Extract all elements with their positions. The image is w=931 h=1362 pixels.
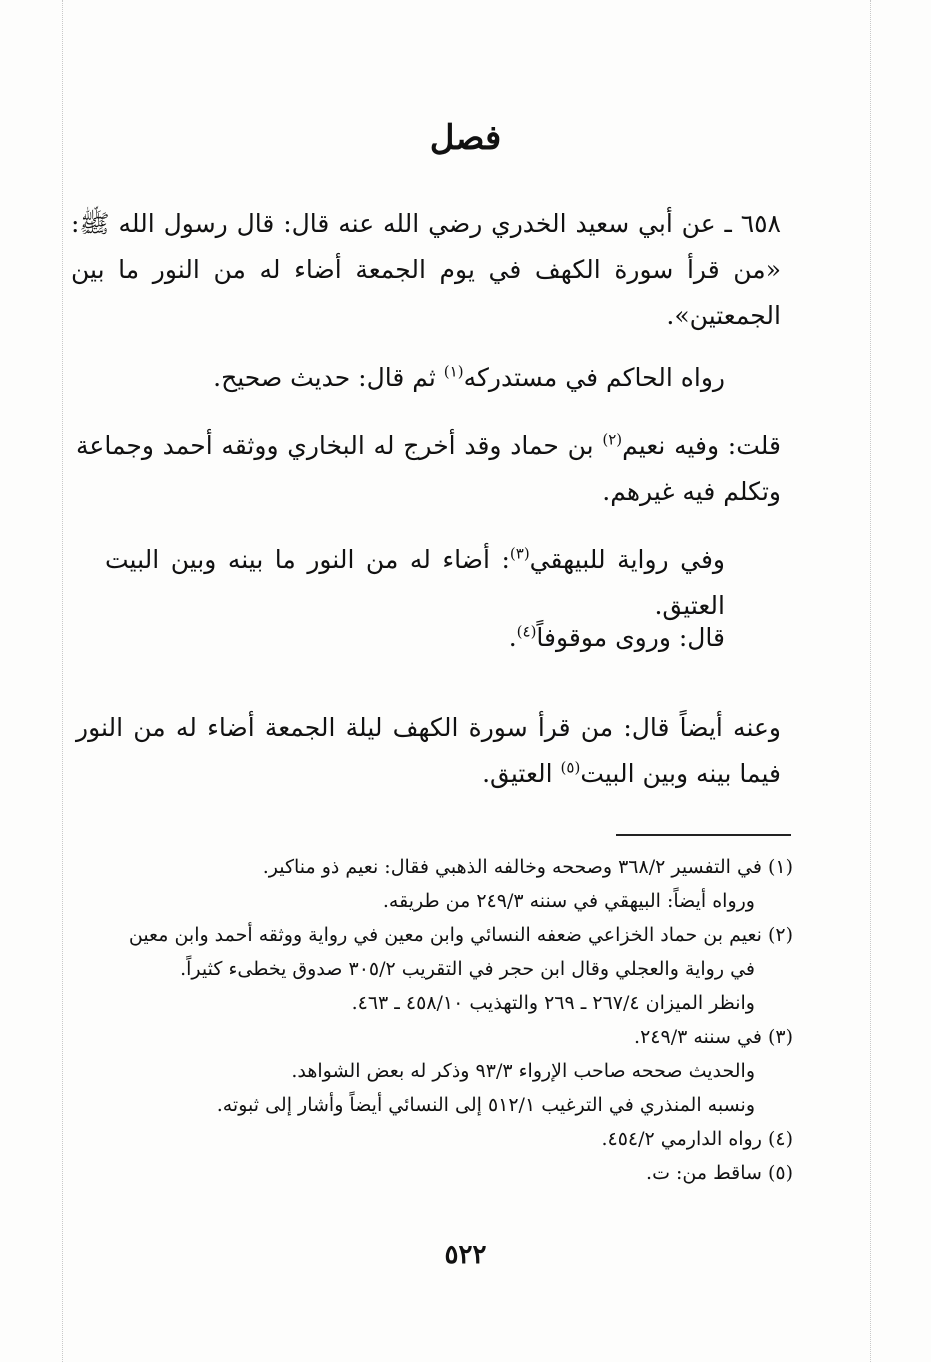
second-narration-text-after: العتيق. <box>482 759 561 788</box>
footnote-marker-2[interactable]: (٢) <box>602 430 623 449</box>
page-number: ٥٢٢ <box>444 1240 487 1270</box>
footnote-line: وانظر الميزان ٢٦٧/٤ ـ ٢٦٩ والتهذيب ٤٥٨/١٠ ـ ٤٦٣. <box>351 992 755 1014</box>
mawquf-note <box>105 615 725 661</box>
second-narration <box>76 705 781 797</box>
footnote-marker-4[interactable]: (٤) <box>516 622 537 641</box>
bayhaqi-text-after: : أضاء له من النور ما بينه وبين البيت العتيق. <box>105 545 725 620</box>
footnote-line: (٤) رواه الدارمي ٤٥٤/٢. <box>601 1128 793 1150</box>
footnote-line: (٣) في سننه ٢٤٩/٣. <box>634 1026 793 1048</box>
reference-text: رواه الحاكم في مستدركه <box>463 363 725 392</box>
qala-text: قال: وروى موقوفاً <box>536 623 725 652</box>
footnote-line: (٢) نعيم بن حماد الخزاعي ضعفه النسائي وابن معين في رواية ووثقه أحمد وابن معين <box>128 924 793 946</box>
footnote-divider <box>616 834 791 836</box>
scan-margin-right <box>870 0 871 1362</box>
hadith-text: ٦٥٨ ـ عن أبي سعيد الخدري رضي الله عنه قال: قال رسول الله ﷺ: «من قرأ سورة الكهف في يوم الجمعة أضاء له من النور ما بين الجمعتين». <box>71 209 781 330</box>
reference-text-after: ثم قال: حديث صحيح. <box>213 363 444 392</box>
footnote-marker-5[interactable]: (٥) <box>560 758 581 777</box>
footnote-line: (١) في التفسير ٣٦٨/٢ وصححه وخالفه الذهبي فقال: نعيم ذو مناكير. <box>262 856 793 878</box>
footnote-line: والحديث صححه صاحب الإرواء ٩٣/٣ وذكر له بعض الشواهد. <box>291 1060 755 1082</box>
narrator-note <box>76 423 781 515</box>
footnotes <box>93 850 793 1190</box>
bayhaqi-text: وفي رواية للبيهقي <box>529 545 726 574</box>
section-title: فصل <box>429 118 502 158</box>
note-text-after: بن حماد وقد أخرج له البخاري ووثقه أحمد وجماعة وتكلم فيه غيرهم. <box>76 431 781 506</box>
hadith-reference <box>105 355 725 401</box>
footnote-line: (٥) ساقط من: ت. <box>646 1162 793 1184</box>
note-text: قلت: وفيه نعيم <box>622 431 782 460</box>
footnote-marker-3[interactable]: (٣) <box>509 544 530 563</box>
footnote-line: في رواية والعجلي وقال ابن حجر في التقريب ٣٠٥/٢ صدوق يخطىء كثيراً. <box>180 958 755 980</box>
footnote-line: ورواه أيضاً: البيهقي في سننه ٢٤٩/٣ من طريقه. <box>382 890 755 912</box>
second-narration-text: وعنه أيضاً قال: من قرأ سورة الكهف ليلة الجمعة أضاء له من النور فيما بينه وبين البيت <box>76 713 781 788</box>
footnote-line: ونسبه المنذري في الترغيب ٥١٢/١ إلى النسائي أيضاً وأشار إلى ثبوته. <box>216 1094 755 1116</box>
footnote-marker-1[interactable]: (١) <box>443 362 464 381</box>
qala-text-after: . <box>508 623 517 652</box>
scan-margin-left <box>62 0 63 1362</box>
